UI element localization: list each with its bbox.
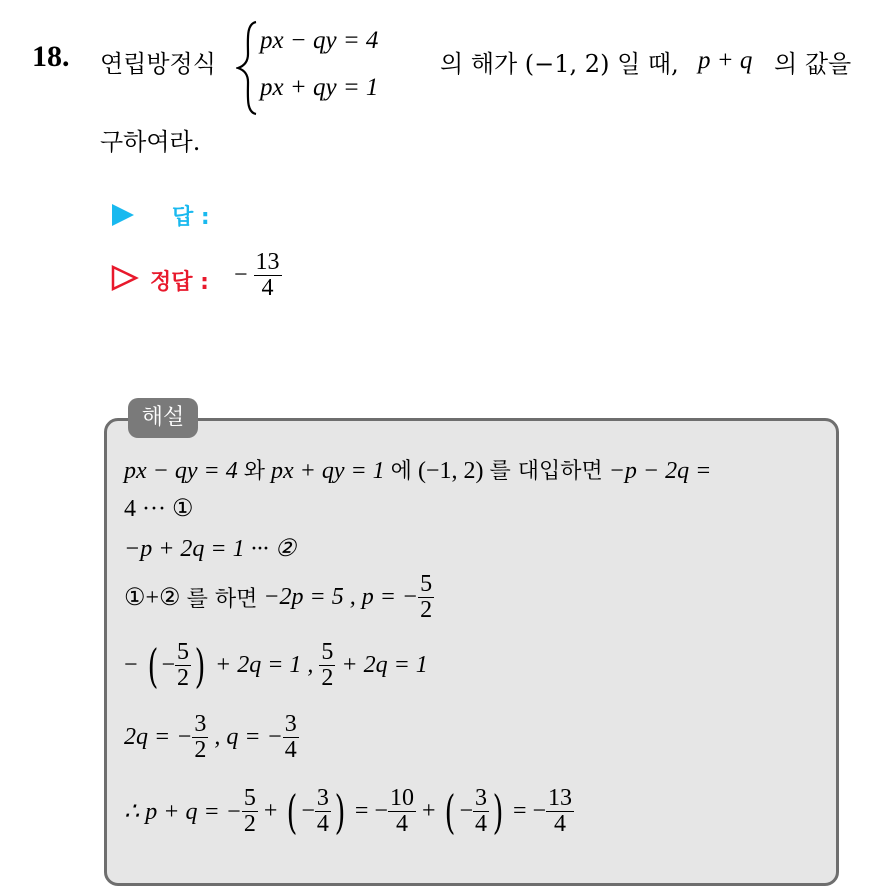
question-number: 18.	[32, 40, 70, 73]
left-brace-icon	[236, 20, 260, 116]
answer-arrow-icon	[110, 202, 136, 228]
answer-label: 답 :	[172, 205, 210, 230]
system-equation-2: px + qy = 1	[260, 74, 379, 101]
correct-arrow-icon	[110, 264, 140, 292]
question-intro: 연립방정식	[100, 50, 216, 78]
question-ask: 의 값을	[774, 50, 852, 78]
solution-tag: 해설	[128, 398, 198, 438]
solution-line-1: px − qy = 4 와 px + qy = 1 에 (−1, 2) 를 대입하면 −p − 2q =	[124, 458, 712, 484]
correct-answer-label: 정답 :	[150, 270, 209, 295]
solution-line-3: −p + 2q = 1 ··· ②	[124, 536, 297, 562]
question-line-2: 구하여라.	[100, 128, 201, 156]
solution-line-7: ∴ p + q = − $\frac{5}{2}$ + ( − $\frac{3}{4}$ ) = − $\frac{10}{4}$ + ( − $\frac{3}{4}$ ) = − $\frac{13}{4}$	[124, 784, 573, 839]
question-target: p + q	[698, 47, 753, 74]
solution-line-2: 4 ··· ①	[124, 496, 194, 522]
question-condition: 의 해가 (−1, 2) 일 때,	[440, 50, 679, 78]
solution-line-5: − ( − $\frac{5}{2}$ ) + 2q = 1 , $\frac{5}{2}$ + 2q = 1	[124, 638, 428, 693]
correct-answer-value: − $\frac{13}{4}$	[234, 249, 280, 302]
solution-line-4: ①+② 를 하면 −2p = 5 , p = − $\frac{5}{2}$	[124, 571, 433, 624]
system-equation-1: px − qy = 4	[260, 27, 379, 54]
solution-line-6: 2q = − $\frac{3}{2}$ , q = − $\frac{3}{4}$	[124, 711, 297, 764]
